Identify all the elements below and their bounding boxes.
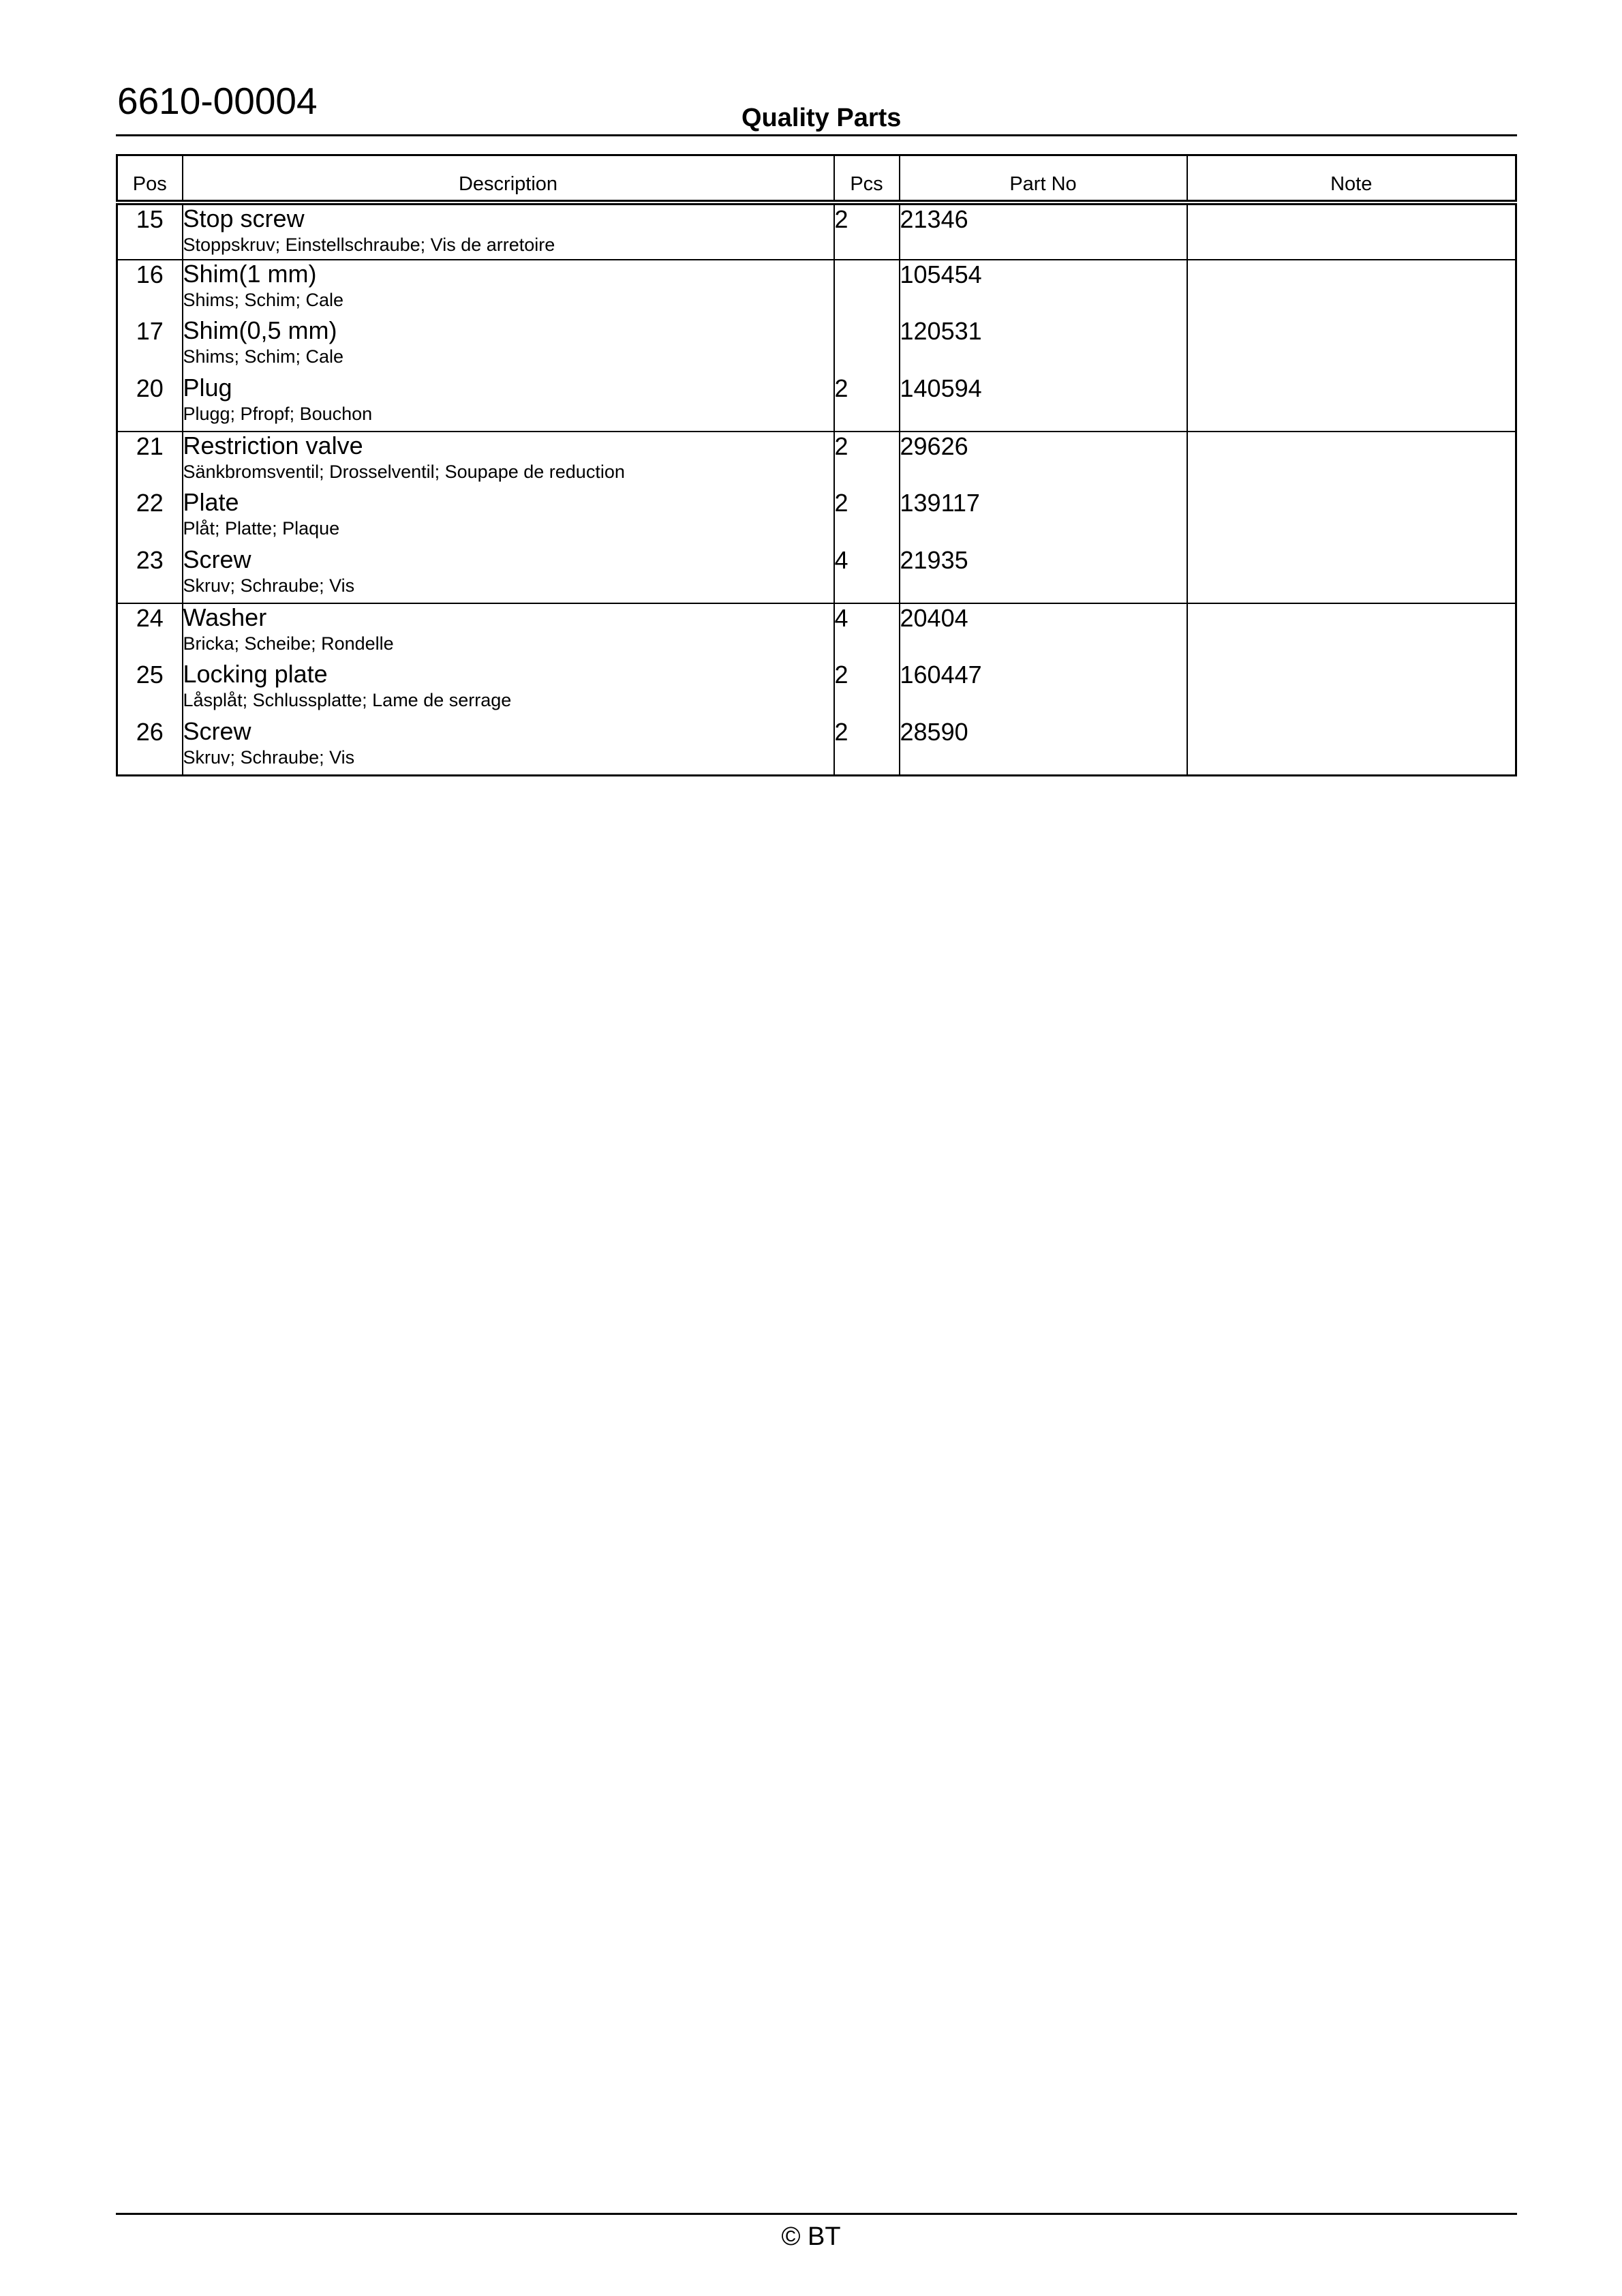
table-row-group: [117, 432, 1516, 603]
description-cell: [183, 546, 834, 603]
table-row-group: [117, 260, 1516, 432]
description-cell: [183, 374, 834, 432]
pos-cell: 17: [117, 317, 183, 374]
part-translations: Shims; Schim; Cale: [183, 346, 344, 367]
part-name: Screw: [183, 545, 251, 573]
description-cell: [183, 202, 834, 260]
pcs-cell: 2: [834, 489, 900, 546]
table-row: [117, 718, 1516, 775]
pcs-cell: 2: [834, 202, 900, 260]
pcs-cell: 4: [834, 546, 900, 603]
part-name: Plug: [183, 374, 232, 402]
description-cell: [183, 317, 834, 374]
part-number-cell: 120531: [900, 317, 1187, 374]
pos-cell: 21: [117, 432, 183, 489]
column-header-pos: Pos: [117, 155, 183, 203]
pos-cell: 15: [117, 202, 183, 260]
pcs-cell: 2: [834, 432, 900, 489]
pcs-cell: 4: [834, 603, 900, 661]
part-number-cell: 21935: [900, 546, 1187, 603]
note-cell: [1187, 718, 1516, 775]
part-number-cell: 20404: [900, 603, 1187, 661]
part-name: Washer: [183, 603, 267, 631]
note-cell: [1187, 202, 1516, 260]
pos-cell: 25: [117, 661, 183, 718]
table-row: [117, 546, 1516, 603]
pcs-cell: 2: [834, 661, 900, 718]
pos-cell: 20: [117, 374, 183, 432]
table-row: [117, 603, 1516, 661]
part-translations: Skruv; Schraube; Vis: [183, 747, 355, 768]
pos-cell: 26: [117, 718, 183, 775]
table-row: [117, 317, 1516, 374]
note-cell: [1187, 260, 1516, 317]
description-cell: [183, 718, 834, 775]
header-divider: [116, 134, 1517, 136]
table-row: [117, 661, 1516, 718]
footer-divider: [116, 2213, 1517, 2215]
part-translations: Sänkbromsventil; Drosselventil; Soupape de reduction: [183, 462, 625, 482]
column-header-note: Note: [1187, 155, 1516, 203]
part-translations: Skruv; Schraube; Vis: [183, 575, 355, 596]
part-translations: Bricka; Scheibe; Rondelle: [183, 633, 394, 654]
description-cell: [183, 661, 834, 718]
pos-cell: 24: [117, 603, 183, 661]
part-translations: Stoppskruv; Einstellschraube; Vis de arretoire: [183, 235, 555, 255]
part-name: Stop screw: [183, 205, 305, 232]
pcs-cell: [834, 317, 900, 374]
pos-cell: 22: [117, 489, 183, 546]
part-translations: Plugg; Pfropf; Bouchon: [183, 404, 373, 424]
part-name: Screw: [183, 717, 251, 745]
pcs-cell: [834, 260, 900, 317]
copyright-text: © BT: [781, 2222, 841, 2251]
pos-cell: 16: [117, 260, 183, 317]
column-header-pcs: Pcs: [834, 155, 900, 203]
pcs-cell: 2: [834, 374, 900, 432]
table-row: [117, 432, 1516, 489]
note-cell: [1187, 432, 1516, 489]
document-number: 6610-00004: [117, 80, 318, 122]
part-number-cell: 105454: [900, 260, 1187, 317]
part-translations: Shims; Schim; Cale: [183, 290, 344, 310]
description-cell: [183, 432, 834, 489]
pcs-cell: 2: [834, 718, 900, 775]
note-cell: [1187, 661, 1516, 718]
pos-cell: 23: [117, 546, 183, 603]
part-number-cell: 21346: [900, 202, 1187, 260]
note-cell: [1187, 603, 1516, 661]
part-name: Shim(0,5 mm): [183, 316, 337, 344]
part-number-cell: 140594: [900, 374, 1187, 432]
part-number-cell: 139117: [900, 489, 1187, 546]
parts-table: [116, 154, 1517, 776]
part-name: Shim(1 mm): [183, 260, 317, 288]
description-cell: [183, 260, 834, 317]
part-translations: Plåt; Platte; Plaque: [183, 518, 340, 539]
page-heading: Quality Parts: [741, 104, 902, 132]
part-number-cell: 29626: [900, 432, 1187, 489]
note-cell: [1187, 489, 1516, 546]
part-number-cell: 28590: [900, 718, 1187, 775]
part-translations: Låsplåt; Schlussplatte; Lame de serrage: [183, 690, 512, 710]
note-cell: [1187, 374, 1516, 432]
table-header-row: [117, 155, 1516, 203]
description-cell: [183, 603, 834, 661]
table-row: [117, 202, 1516, 260]
column-header-description: Description: [183, 155, 834, 203]
part-name: Restriction valve: [183, 432, 363, 459]
note-cell: [1187, 546, 1516, 603]
part-name: Plate: [183, 488, 239, 516]
part-number-cell: 160447: [900, 661, 1187, 718]
note-cell: [1187, 317, 1516, 374]
table-row: [117, 489, 1516, 546]
table-row: [117, 260, 1516, 317]
table-row-group: [117, 202, 1516, 260]
column-header-part-no: Part No: [900, 155, 1187, 203]
description-cell: [183, 489, 834, 546]
table-row-group: [117, 603, 1516, 775]
table-row: [117, 374, 1516, 432]
part-name: Locking plate: [183, 660, 328, 688]
